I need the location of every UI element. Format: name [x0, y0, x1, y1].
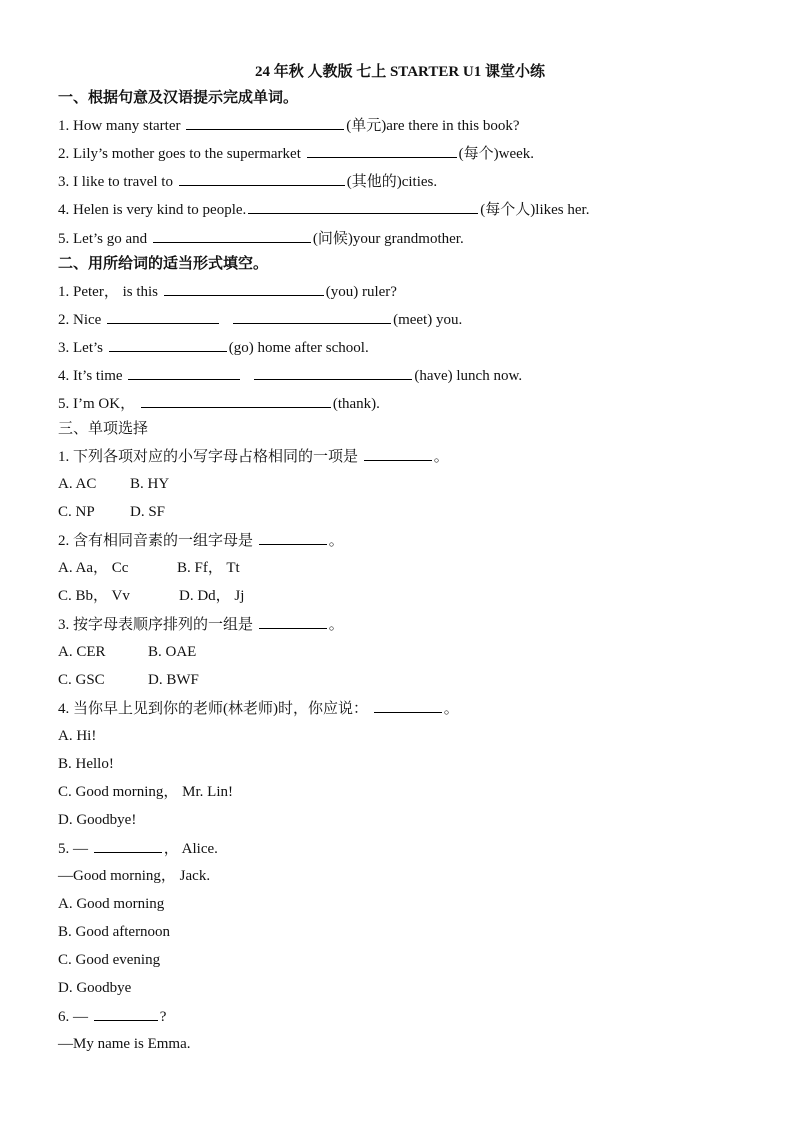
q4-blank[interactable] — [374, 697, 442, 713]
s2-item-3-text: 3. Let’s — [58, 340, 107, 356]
s2-item-5-blank[interactable] — [141, 392, 331, 408]
q4-option-b[interactable]: B. Hello! — [58, 756, 114, 772]
q1-blank[interactable] — [364, 445, 432, 461]
s1-item-1 — [58, 114, 760, 136]
q4-stem-text: 4. 当你早上见到你的老师(林老师)时，你应说： — [58, 701, 372, 717]
s1-item-4 — [58, 198, 760, 220]
s1-item-3 — [58, 170, 760, 192]
q3-stem-end: 。 — [328, 617, 344, 633]
q5-option-d[interactable]: D. Goodbye — [58, 980, 132, 996]
q5-option-b[interactable]: B. Good afternoon — [58, 924, 171, 940]
s1-item-5-hint: (问候)your grandmother. — [312, 231, 464, 247]
s2-item-4-blank-b[interactable] — [254, 364, 412, 380]
q6-stem — [58, 1005, 760, 1027]
s2-item-2-hint: (meet) you. — [393, 312, 463, 328]
q5-option-c[interactable]: C. Good evening — [58, 952, 161, 968]
q1-option-a[interactable]: A. AC — [58, 476, 97, 492]
s1-item-1-text: 1. How many starter — [58, 118, 185, 134]
q5-stem-after: ， Alice. — [163, 841, 218, 857]
s1-item-4-blank[interactable] — [248, 198, 478, 214]
s2-item-4 — [58, 364, 760, 386]
q3-option-d[interactable]: D. BWF — [148, 672, 199, 688]
q1-stem — [58, 445, 760, 467]
s1-item-3-text: 3. I like to travel to — [58, 174, 177, 190]
q4-stem — [58, 697, 760, 719]
q3-stem-text: 3. 按字母表顺序排列的一组是 — [58, 617, 257, 633]
s1-item-1-hint: (单元)are there in this book? — [346, 118, 520, 134]
q3-option-b[interactable]: B. OAE — [148, 644, 197, 660]
s2-item-1 — [58, 280, 760, 302]
s1-item-3-blank[interactable] — [179, 170, 345, 186]
s2-item-4-text: 4. It’s time — [58, 368, 127, 384]
q4-option-a[interactable]: A. Hi! — [58, 728, 97, 744]
q4-option-c[interactable]: C. Good morning， Mr. Lin! — [58, 784, 233, 800]
s1-item-2-blank[interactable] — [307, 142, 457, 158]
s2-item-3-hint: (go) home after school. — [228, 340, 369, 356]
q1-option-c[interactable]: C. NP — [58, 504, 95, 520]
s1-item-2-text: 2. Lily’s mother goes to the supermarket — [58, 146, 305, 162]
q3-blank[interactable] — [259, 613, 327, 629]
q2-options-row2 — [58, 585, 760, 607]
q1-option-b[interactable]: B. HY — [130, 476, 170, 492]
q3-options-row1 — [58, 641, 760, 663]
q4-option-d[interactable]: D. Goodbye! — [58, 812, 137, 828]
q5-stem-text: 5. — — [58, 841, 92, 857]
section2-heading: 二、用所给词的适当形式填空。 — [58, 256, 269, 272]
section3-heading: 三、单项选择 — [58, 421, 149, 437]
q2-stem — [58, 529, 760, 551]
s1-item-5 — [58, 227, 760, 249]
s2-item-3-blank[interactable] — [109, 336, 227, 352]
s1-item-5-blank[interactable] — [153, 227, 311, 243]
s2-item-3 — [58, 336, 760, 358]
q3-option-c[interactable]: C. GSC — [58, 672, 105, 688]
q5-option-a[interactable]: A. Good morning — [58, 896, 165, 912]
q6-stem-after: ? — [159, 1009, 167, 1025]
q1-stem-text: 1. 下列各项对应的小写字母占格相同的一项是 — [58, 449, 362, 465]
s1-item-4-text: 4. Helen is very kind to people. — [58, 202, 247, 218]
s2-item-4-blank-a[interactable] — [128, 364, 240, 380]
q2-options-row1 — [58, 557, 760, 579]
q5-reply: —Good morning， Jack. — [58, 868, 211, 884]
q1-option-d[interactable]: D. SF — [130, 504, 166, 520]
q3-stem — [58, 613, 760, 635]
s2-item-2-blank-a[interactable] — [107, 308, 219, 324]
s2-item-1-hint: (you) ruler? — [325, 284, 397, 300]
s2-item-5 — [58, 392, 760, 414]
q2-option-c[interactable]: C. Bb， Vv — [58, 588, 130, 604]
s2-item-2 — [58, 308, 760, 330]
s2-item-1-text: 1. Peter， is this — [58, 284, 162, 300]
q1-stem-end: 。 — [433, 449, 449, 465]
q4-stem-end: 。 — [443, 701, 459, 717]
s1-item-4-hint: (每个人)likes her. — [480, 202, 590, 218]
s2-item-2-blank-b[interactable] — [233, 308, 391, 324]
q2-option-b[interactable]: B. Ff， Tt — [177, 560, 240, 576]
q1-options-row1 — [58, 473, 760, 495]
q5-stem — [58, 837, 760, 859]
page-title: 24 年秋 人教版 七上 STARTER U1 课堂小练 — [254, 64, 546, 80]
s1-item-2-hint: (每个)week. — [458, 146, 535, 162]
q2-option-a[interactable]: A. Aa， Cc — [58, 560, 129, 576]
q3-option-a[interactable]: A. CER — [58, 644, 106, 660]
s1-item-1-blank[interactable] — [186, 114, 344, 130]
q2-option-d[interactable]: D. Dd， Jj — [179, 588, 245, 604]
q5-blank[interactable] — [94, 837, 162, 853]
s2-item-2-text: 2. Nice — [58, 312, 106, 328]
section1-heading: 一、根据句意及汉语提示完成单词。 — [58, 90, 299, 106]
q3-options-row2 — [58, 669, 760, 691]
s1-item-2 — [58, 142, 760, 164]
s2-item-5-text: 5. I’m OK， — [58, 396, 139, 412]
q1-options-row2 — [58, 501, 760, 523]
s1-item-3-hint: (其他的)cities. — [346, 174, 438, 190]
s2-item-4-hint: (have) lunch now. — [414, 368, 523, 384]
s2-item-1-blank[interactable] — [164, 280, 324, 296]
s2-item-5-hint: (thank). — [332, 396, 380, 412]
s1-item-5-text: 5. Let’s go and — [58, 231, 151, 247]
q6-reply: —My name is Emma. — [58, 1036, 191, 1052]
q6-stem-text: 6. — — [58, 1009, 92, 1025]
q6-blank[interactable] — [94, 1005, 158, 1021]
q2-stem-text: 2. 含有相同音素的一组字母是 — [58, 533, 257, 549]
q2-stem-end: 。 — [328, 533, 344, 549]
q2-blank[interactable] — [259, 529, 327, 545]
